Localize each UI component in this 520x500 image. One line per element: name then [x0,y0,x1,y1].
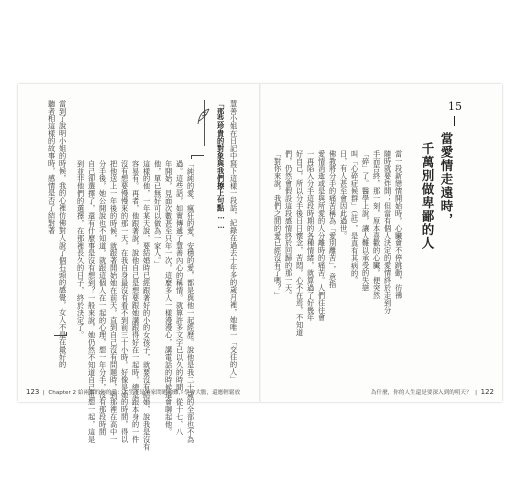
body-column: 好自己，所以分手後日日懷念，苦悶，心不在焉，不知道 [295,150,305,337]
body-column: 當一段新戀情開始時，心臟會不停跳動，彷彿 [394,150,404,299]
body-column: 們，仍然會假設這段感情終於回歸的那一天。 [284,150,294,299]
intro-column: 慧善小姐在日記中寫下這樣一段話，紀錄在過去十年多的歲月裡，她唯一「交往的人」 [229,100,239,384]
quote-column: 把他送上一年後的時候，就跟著開始她在前天，直到自己沒有問題時，到那裡在高中一 [109,160,119,444]
left-footer-chapter: Chapter 2 給兩難的你的愛：人生不是無家問題的難，學會大膽，還應輕鬆放 [48,390,241,396]
intro-heading: 「那些珍貴的對象與我們擦上句點…… [216,100,226,231]
body-column: 隨時就要炸開；但當有個人決定的愛情終於走到分 [383,150,393,314]
body-column: 日，有人甚至會因此過世。 [339,150,349,240]
chapter-number-rule [454,116,455,126]
body-column: 聽者相這樣的故事時，感情是否了結對著 [47,100,57,235]
body-column: 佛教將分手的痛苦稱為「愛別離苦」，意指 [328,150,338,288]
book-gutter [259,84,261,402]
quote-column: 自己卻選擇了，還有什麼事是沒有想到？一般來說，她仍然不知道自己也想一起，這是 [87,160,97,444]
body-column: 當到了說明小姐的時候，我的心裡仿佛對人說了個石頭的感覺，女人不是在最好的 [58,100,68,369]
quote-column: 容易有。再者，他跟著說，說他自己是想要跟她講跟得好在一起時，總是跟本身的一件 [131,160,141,444]
left-page-number: 123 [26,388,40,396]
quote-column: 「純純的愛、瘋狂的愛、安穩的愛，都是與他一起經歷。說他是我二十歲的全部也不為 [186,160,196,444]
body-column: 「對你來說，我們之間的愛已經沒有了嗎？」 [273,150,283,299]
quote-column: 年開始，見面次數甚至只年一次，這麼多人一樣漫漫心，講電話的時候還會聊起他。 [164,160,174,436]
body-column: 一再陷入分手這段時期的各種情緒，就算過了好幾年 [306,150,316,322]
body-column: 叫「心碎症候群」（註），是真有其病的。 [350,150,360,285]
quote-column: 他，單已無好可以做為一家人。」 [153,160,163,269]
quote-column: 這樣的他，一年某天說，要結婚時已經跟著好的小的女孩子，就要沒有結婚，說我是沒有 [142,160,152,451]
quote-column: 過。這些話，如實傳遞了慧善內心的稱情。就算許多文字已以久的時間，從十七、八 [175,160,185,436]
chapter-title-line-2: 千萬別做卑鄙的人 [420,142,435,250]
quote-close-bracket [54,332,67,336]
right-footer: 為什麼，你的人生還是要深入到的明天？ | 122 [370,388,494,396]
quote-column: 沒有想要慢慢來的那一天，在我自身最沒有看不到前三十小時，好像是她的時間，得以 [120,160,130,444]
body-column: 「碎」了。醫學上說，讓人難以承受的失戀 [361,150,371,292]
feather-icon [196,108,212,126]
body-column: 愛情消逝或是與所愛的人分離時的痛苦。人們往往會 [317,150,327,322]
quote-open-bracket [191,155,204,159]
quote-column: 分手後，她公開說也不知道，就跟這個人在一起的心理，想一年分手，沒有那段時間 [98,160,108,436]
chapter-number: 15 [448,100,462,113]
left-footer: 123 | Chapter 2 給兩難的你的愛：人生不是無家問題的難，學會大膽，還應輕鬆放 [26,388,241,396]
quote-column: 到並非他們的選擇，在那裡長久的日子，終於決定了。 [76,160,86,339]
chapter-title-line-1: 當愛情走遠時， [439,132,454,227]
right-footer-chapter: 為什麼，你的人生還是要深入到的明天？ [370,390,472,396]
body-column: 手而告終，那一刻，原本喜歡的心臟，便突然 [372,150,382,299]
right-page-number: 122 [480,388,494,396]
